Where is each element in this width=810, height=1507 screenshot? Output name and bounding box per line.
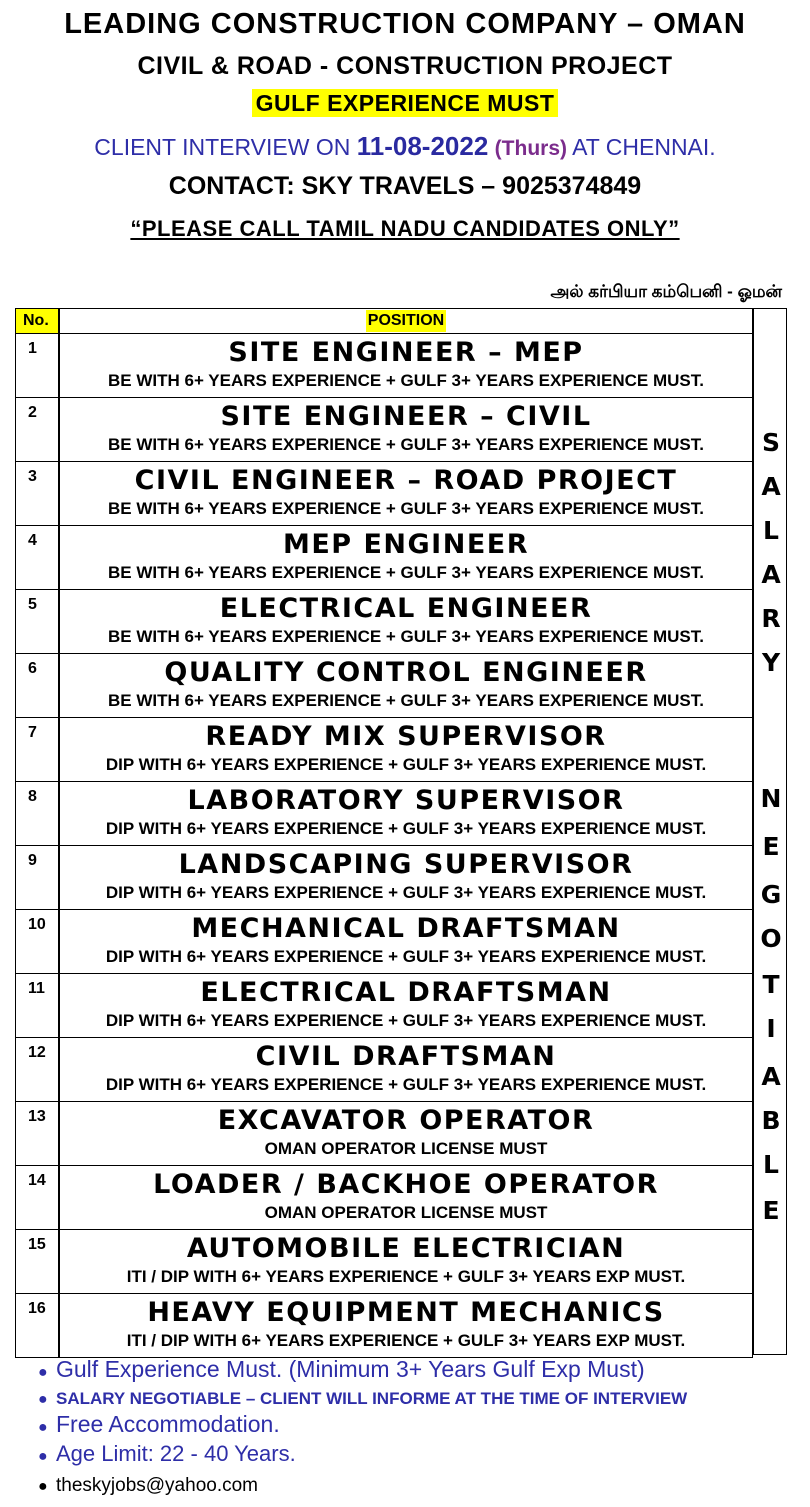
row-number: 2: [15, 398, 59, 462]
bullet-text: Gulf Experience Must. (Minimum 3+ Years Gulf Exp Must): [56, 1356, 645, 1382]
bullet-dot: ●: [38, 1448, 48, 1465]
row-number: 16: [15, 1294, 59, 1358]
position-requirement: BE WITH 6+ YEARS EXPERIENCE + GULF 3+ YEARS EXPERIENCE MUST.: [108, 435, 704, 454]
position-cell: [59, 782, 753, 846]
position-requirement: DIP WITH 6+ YEARS EXPERIENCE + GULF 3+ YEARS EXPERIENCE MUST.: [105, 947, 707, 966]
position-cell: [59, 910, 753, 974]
position-cell: [59, 398, 753, 462]
bullet-text: Free Accommodation.: [56, 1411, 280, 1437]
negotiable-letter: T: [762, 970, 780, 999]
position-requirement: BE WITH 6+ YEARS EXPERIENCE + GULF 3+ YEARS EXPERIENCE MUST.: [108, 691, 704, 710]
position-requirement: DIP WITH 6+ YEARS EXPERIENCE + GULF 3+ YEARS EXPERIENCE MUST.: [105, 755, 707, 774]
position-title: CIVIL ENGINEER – ROAD PROJECT: [134, 465, 678, 496]
salary-letter: A: [761, 560, 781, 589]
position-requirement: BE WITH 6+ YEARS EXPERIENCE + GULF 3+ YEARS EXPERIENCE MUST.: [108, 563, 704, 582]
position-cell: [59, 974, 753, 1038]
negotiable-letter: A: [761, 1062, 781, 1091]
table-row: [15, 590, 753, 654]
position-requirement: DIP WITH 6+ YEARS EXPERIENCE + GULF 3+ YEARS EXPERIENCE MUST.: [105, 1075, 707, 1094]
position-title: MECHANICAL DRAFTSMAN: [191, 913, 621, 944]
position-requirement: DIP WITH 6+ YEARS EXPERIENCE + GULF 3+ YEARS EXPERIENCE MUST.: [105, 819, 707, 838]
bullet-accommodation: [38, 1411, 280, 1438]
table-row: [15, 398, 753, 462]
company-heading: LEADING CONSTRUCTION COMPANY – OMAN: [64, 8, 746, 40]
row-number: 6: [15, 654, 59, 718]
salary-letter: L: [763, 516, 779, 545]
position-cell: [59, 1102, 753, 1166]
salary-letter: A: [761, 472, 781, 501]
position-requirement: BE WITH 6+ YEARS EXPERIENCE + GULF 3+ YEARS EXPERIENCE MUST.: [108, 371, 704, 390]
table-row: [15, 526, 753, 590]
table-row: [15, 782, 753, 846]
position-cell: [59, 334, 753, 398]
position-cell: [59, 526, 753, 590]
contact-line: CONTACT: SKY TRAVELS – 9025374849: [168, 172, 642, 200]
tamil-company-name: அல் கர்பியா கம்பெனி - ஓமன்: [550, 282, 782, 301]
bullet-email: [38, 1475, 258, 1497]
table-row: [15, 462, 753, 526]
position-requirement: ITI / DIP WITH 6+ YEARS EXPERIENCE + GULF 3+ YEARS EXP MUST.: [126, 1267, 686, 1286]
salary-letter: R: [761, 604, 781, 633]
candidate-note: “PLEASE CALL TAMIL NADU CANDIDATES ONLY”: [130, 216, 680, 241]
position-requirement: DIP WITH 6+ YEARS EXPERIENCE + GULF 3+ YEARS EXPERIENCE MUST.: [105, 883, 707, 902]
position-requirement: DIP WITH 6+ YEARS EXPERIENCE + GULF 3+ YEARS EXPERIENCE MUST.: [105, 1011, 707, 1030]
bullet-text: SALARY NEGOTIABLE – CLIENT WILL INFORME AT THE TIME OF INTERVIEW: [56, 1389, 688, 1408]
interview-day: (Thurs): [494, 137, 567, 160]
negotiable-letter: E: [762, 832, 780, 861]
table-row: [15, 1038, 753, 1102]
row-number: 14: [15, 1166, 59, 1230]
bullet-salary-negotiable: [38, 1389, 687, 1409]
row-number: 12: [15, 1038, 59, 1102]
row-number: 9: [15, 846, 59, 910]
table-row: [15, 718, 753, 782]
position-title: LANDSCAPING SUPERVISOR: [178, 849, 634, 880]
project-heading: CIVIL & ROAD - CONSTRUCTION PROJECT: [137, 52, 673, 80]
interview-prefix: CLIENT INTERVIEW ON: [94, 134, 357, 160]
row-number: 15: [15, 1230, 59, 1294]
position-requirement: OMAN OPERATOR LICENSE MUST: [264, 1203, 548, 1222]
position-cell: [59, 590, 753, 654]
table-row: [15, 846, 753, 910]
column-header-no: No.: [15, 308, 59, 334]
position-title: HEAVY EQUIPMENT MECHANICS: [147, 1297, 665, 1328]
table-row: [15, 654, 753, 718]
table-row: [15, 974, 753, 1038]
bullet-dot: ●: [38, 1419, 48, 1436]
position-title: SITE ENGINEER – CIVIL: [220, 401, 592, 432]
table-row: [15, 1230, 753, 1294]
position-title: LABORATORY SUPERVISOR: [187, 785, 625, 816]
salary-letter: Y: [761, 648, 781, 677]
position-title: CIVIL DRAFTSMAN: [255, 1041, 557, 1072]
position-cell: [59, 462, 753, 526]
column-header-position-label: POSITION: [366, 310, 446, 332]
salary-letter: S: [761, 428, 780, 457]
position-title: LOADER / BACKHOE OPERATOR: [153, 1169, 659, 1200]
row-number: 1: [15, 334, 59, 398]
negotiable-letter: N: [760, 784, 782, 813]
table-row: [15, 1102, 753, 1166]
position-cell: [59, 1038, 753, 1102]
interview-suffix: AT CHENNAI.: [567, 134, 716, 160]
row-number: 5: [15, 590, 59, 654]
negotiable-letter: B: [761, 1106, 781, 1135]
row-number: 4: [15, 526, 59, 590]
bullet-gulf-experience: [38, 1356, 645, 1383]
position-title: AUTOMOBILE ELECTRICIAN: [186, 1233, 626, 1264]
table-row: [15, 334, 753, 398]
negotiable-letter: O: [760, 924, 782, 953]
position-requirement: OMAN OPERATOR LICENSE MUST: [264, 1139, 548, 1158]
position-title: EXCAVATOR OPERATOR: [217, 1105, 595, 1136]
interview-date: 11-08-2022: [356, 131, 489, 161]
row-number: 3: [15, 462, 59, 526]
position-cell: [59, 1294, 753, 1358]
position-cell: [59, 1166, 753, 1230]
table-row: [15, 910, 753, 974]
position-title: MEP ENGINEER: [282, 529, 530, 560]
column-header-position: [59, 308, 753, 334]
row-number: 8: [15, 782, 59, 846]
table-row: [15, 1294, 753, 1358]
position-cell: [59, 718, 753, 782]
highlight-wrap: [0, 89, 810, 117]
interview-line: [0, 131, 810, 162]
gulf-experience-highlight: GULF EXPERIENCE MUST: [252, 89, 559, 117]
position-cell: [59, 1230, 753, 1294]
position-title: QUALITY CONTROL ENGINEER: [164, 657, 648, 688]
contact-email-link[interactable]: theskyjobs@yahoo.com: [56, 1475, 258, 1496]
negotiable-letter: G: [760, 880, 782, 909]
row-number: 13: [15, 1102, 59, 1166]
row-number: 10: [15, 910, 59, 974]
bullet-age-limit: [38, 1441, 296, 1467]
negotiable-letter: E: [762, 1196, 780, 1225]
bullet-text: Age Limit: 22 - 40 Years.: [56, 1441, 296, 1466]
bullet-dot: ●: [38, 1478, 48, 1495]
position-title: READY MIX SUPERVISOR: [205, 721, 607, 752]
row-number: 7: [15, 718, 59, 782]
position-title: SITE ENGINEER – MEP: [228, 337, 584, 368]
position-requirement: BE WITH 6+ YEARS EXPERIENCE + GULF 3+ YEARS EXPERIENCE MUST.: [108, 499, 704, 518]
table-row: [15, 1166, 753, 1230]
negotiable-letter: I: [766, 1014, 776, 1043]
bullet-dot: ●: [38, 1364, 48, 1381]
position-cell: [59, 846, 753, 910]
position-requirement: BE WITH 6+ YEARS EXPERIENCE + GULF 3+ YEARS EXPERIENCE MUST.: [108, 627, 704, 646]
negotiable-letter: L: [763, 1150, 779, 1179]
table-header: [15, 308, 787, 334]
position-title: ELECTRICAL ENGINEER: [219, 593, 593, 624]
position-cell: [59, 654, 753, 718]
position-title: ELECTRICAL DRAFTSMAN: [200, 977, 612, 1008]
bullet-dot: ●: [38, 1391, 48, 1408]
position-requirement: ITI / DIP WITH 6+ YEARS EXPERIENCE + GULF 3+ YEARS EXP MUST.: [126, 1331, 686, 1350]
row-number: 11: [15, 974, 59, 1038]
